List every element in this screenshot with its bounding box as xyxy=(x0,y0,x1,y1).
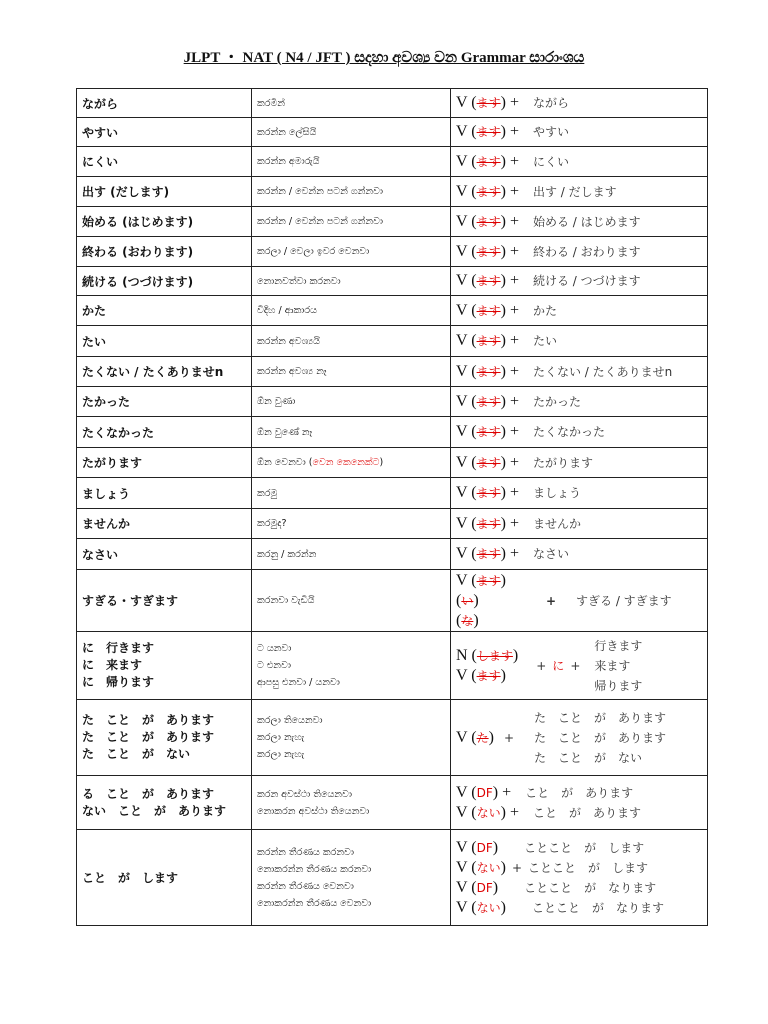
verb-marker: V ( xyxy=(456,666,477,684)
plus-sign: ) + xyxy=(500,332,519,349)
sinhala-meaning xyxy=(252,326,451,357)
pattern-text: 始める (はじめます) xyxy=(82,215,194,229)
sinhala-meaning xyxy=(252,509,451,539)
table-row xyxy=(77,417,708,448)
masu-strike: ます xyxy=(476,96,501,110)
sinhala-meaning xyxy=(252,539,451,570)
suffix-text: ことこと が なります xyxy=(531,900,664,915)
sinhala-meaning xyxy=(252,147,451,177)
paren: ) xyxy=(492,838,499,856)
sinhala-meaning xyxy=(252,478,451,509)
masu-strike: ます xyxy=(476,547,501,561)
grammar-pattern xyxy=(77,357,252,387)
grammar-pattern xyxy=(77,448,252,478)
suffix-text: たくなかった xyxy=(532,425,605,439)
grammar-pattern xyxy=(77,177,252,207)
pattern-text: る こと が あります xyxy=(82,786,215,801)
grammar-pattern xyxy=(77,267,252,296)
verb-marker: V ( xyxy=(456,838,477,856)
masu-strike: ます xyxy=(476,303,501,318)
pattern-text: やすい xyxy=(82,125,119,140)
table-row xyxy=(77,539,708,570)
verb-marker: V ( xyxy=(456,212,477,230)
meaning-text: කරමින් xyxy=(257,97,285,109)
meaning-text: කරන්න / වෙන්න පටන් ගන්නවා xyxy=(257,186,384,197)
suffix-text: たかった xyxy=(532,394,581,409)
meaning-text: කරන අවස්ථා තියෙනවා xyxy=(257,788,352,800)
paren: ) xyxy=(473,591,479,609)
meaning-text: කරමු xyxy=(257,487,278,499)
meaning-text: කරමුද? xyxy=(257,518,287,529)
suffix-text: たくない / たくありませn xyxy=(532,364,673,379)
verb-form: ない xyxy=(476,900,501,915)
table-row xyxy=(77,700,708,776)
meaning-text: කරලා නැහැ xyxy=(257,732,305,743)
pattern-text: ませんか xyxy=(82,517,131,531)
sinhala-meaning xyxy=(252,296,451,326)
pattern-text: た こと が あります xyxy=(82,713,215,727)
suffix-text: すぎる / すぎます xyxy=(576,594,672,608)
grammar-pattern xyxy=(77,417,252,448)
sinhala-meaning xyxy=(252,207,451,237)
plus-sign: ) + xyxy=(500,484,519,501)
meaning-text: කරන්න අවශ්‍යයි xyxy=(257,335,320,347)
verb-marker: V ( xyxy=(456,878,477,896)
plus-sign: ) + xyxy=(492,783,512,801)
meaning-text: කරන්න තීරණය කරනවා xyxy=(257,846,354,858)
pattern-text: に 帰ります xyxy=(82,675,155,689)
masu-strike: ます xyxy=(476,486,501,500)
table-row xyxy=(77,147,708,177)
meaning-text: කරලා නැහැ xyxy=(257,749,305,760)
grammar-pattern xyxy=(77,700,252,776)
meaning-text: කරනු / කරන්න xyxy=(257,548,317,560)
formation xyxy=(451,570,708,632)
sinhala-meaning xyxy=(252,417,451,448)
masu-strike: ます xyxy=(476,334,501,348)
meaning-text: ආපසු එනවා / යනවා xyxy=(257,677,340,688)
meaning-text: ට එනවා xyxy=(257,660,291,671)
meaning-text: ) xyxy=(379,457,384,468)
grammar-pattern xyxy=(77,237,252,267)
suffix-text: ながら xyxy=(532,96,569,110)
formation xyxy=(451,296,708,326)
grammar-pattern xyxy=(77,776,252,830)
pattern-text: かた xyxy=(82,304,107,318)
paren: ( xyxy=(456,611,462,629)
suffix-text: 続ける / つづけます xyxy=(532,274,641,288)
plus-sign: ) + xyxy=(500,362,519,380)
suffix-text: ことこと が します xyxy=(524,840,645,855)
formation xyxy=(451,478,708,509)
table-row xyxy=(77,509,708,539)
table-row xyxy=(77,387,708,417)
plus-sign: ) + xyxy=(500,242,519,260)
sinhala-meaning xyxy=(252,830,451,926)
suffix-text: た こと が ない xyxy=(534,750,643,765)
meaning-text: කරන්න අවශ්‍ය නෑ xyxy=(257,366,327,377)
paren: ) xyxy=(473,611,479,629)
meaning-text: කරන්න අමාරුයි xyxy=(257,156,320,167)
table-row xyxy=(77,118,708,147)
verb-marker: V ( xyxy=(456,453,477,471)
plus-sign: + xyxy=(570,658,581,673)
suffix-text: たがります xyxy=(532,455,593,470)
sinhala-meaning xyxy=(252,776,451,830)
table-row xyxy=(77,776,708,830)
verb-option: 行きます xyxy=(594,638,643,653)
verb-option: 来ます xyxy=(594,658,631,673)
plus-sign: ) + xyxy=(500,123,519,140)
verb-marker: V ( xyxy=(456,94,477,111)
pattern-text: に 来ます xyxy=(82,658,143,672)
plus-sign: ) + xyxy=(500,272,519,289)
formation xyxy=(451,448,708,478)
pattern-text: 続ける (つづけます) xyxy=(82,274,194,289)
paren: ) xyxy=(500,571,506,589)
verb-marker: V ( xyxy=(456,272,477,289)
suffix-text: 始める / はじめます xyxy=(532,214,641,229)
verb-marker: V ( xyxy=(456,545,477,562)
masu-strike: ます xyxy=(476,154,501,169)
formation xyxy=(451,509,708,539)
suffix-text: こと が あります xyxy=(532,805,641,820)
formation xyxy=(451,237,708,267)
grammar-table xyxy=(76,88,708,926)
table-row xyxy=(77,570,708,632)
verb-marker: V ( xyxy=(456,514,477,532)
df-form: DF xyxy=(476,785,493,800)
noun-marker: N ( xyxy=(456,646,477,664)
i-strike: い xyxy=(461,593,474,608)
meaning-text: විදිහ / ආකාරය xyxy=(257,305,317,316)
grammar-pattern xyxy=(77,632,252,700)
formation xyxy=(451,118,708,147)
table-row xyxy=(77,632,708,700)
verb-marker: V ( xyxy=(456,898,477,916)
pattern-text: たい xyxy=(82,334,107,349)
verb-form: DF xyxy=(476,880,493,895)
pattern-text: ない こと が あります xyxy=(82,803,227,818)
pattern-text: に 行きます xyxy=(82,641,155,655)
pattern-text: すぎる・すぎます xyxy=(82,594,179,608)
suffix-text: たい xyxy=(532,334,557,348)
plus-sign: ) + xyxy=(500,152,519,170)
verb-marker: V ( xyxy=(456,362,477,380)
suffix-text: た こと が あります xyxy=(534,710,667,725)
verb-form: DF xyxy=(476,840,493,855)
formation xyxy=(451,830,708,926)
plus-sign: + xyxy=(503,730,514,745)
verb-marker: V ( xyxy=(456,182,477,200)
pattern-text: 出す (だします) xyxy=(82,185,170,199)
verb-option: 帰ります xyxy=(594,678,643,693)
verb-marker: V ( xyxy=(456,858,477,876)
grammar-pattern xyxy=(77,387,252,417)
paren: ) xyxy=(500,898,506,916)
pattern-text: たくない / たくありませn xyxy=(82,365,224,379)
table-row xyxy=(77,177,708,207)
sinhala-meaning xyxy=(252,89,451,118)
verb-marker: V ( xyxy=(456,803,477,821)
table-row xyxy=(77,296,708,326)
grammar-pattern xyxy=(77,509,252,539)
grammar-pattern xyxy=(77,570,252,632)
paren: ) xyxy=(500,858,506,876)
pattern-text: た こと が ない xyxy=(82,747,191,761)
grammar-pattern xyxy=(77,830,252,926)
grammar-pattern xyxy=(77,118,252,147)
table-row xyxy=(77,448,708,478)
sinhala-meaning xyxy=(252,632,451,700)
suffix-text: た こと が あります xyxy=(534,730,667,745)
sinhala-meaning xyxy=(252,357,451,387)
verb-marker: V ( xyxy=(456,728,477,746)
ta-strike: た xyxy=(476,730,489,745)
pattern-text: こと が します xyxy=(82,871,179,885)
meaning-text: නොනවත්වා කරනවා xyxy=(257,275,341,287)
plus-sign: ) + xyxy=(500,392,519,410)
masu-strike: ます xyxy=(476,244,501,259)
formation xyxy=(451,177,708,207)
meaning-text: ඕන වෙනවා ( xyxy=(257,457,313,468)
meaning-text: කරනවා වැඩියි xyxy=(257,595,315,606)
plus-sign: ) + xyxy=(500,212,519,230)
pattern-text: 終わる (おわります) xyxy=(82,245,194,259)
formation xyxy=(451,387,708,417)
sinhala-meaning xyxy=(252,267,451,296)
table-row xyxy=(77,207,708,237)
verb-marker: V ( xyxy=(456,332,477,349)
grammar-pattern xyxy=(77,326,252,357)
suffix-text: ことこと が なります xyxy=(524,880,657,895)
table-row xyxy=(77,89,708,118)
verb-marker: V ( xyxy=(456,392,477,410)
verb-marker: V ( xyxy=(456,423,477,440)
plus-sign: + xyxy=(511,860,522,875)
masu-strike: ます xyxy=(476,516,501,531)
grammar-pattern xyxy=(77,296,252,326)
verb-marker: V ( xyxy=(456,301,477,319)
table-row xyxy=(77,267,708,296)
masu-strike: ます xyxy=(476,184,501,199)
suffix-text: ましょう xyxy=(532,486,581,500)
suffix-text: ませんか xyxy=(532,516,581,531)
verb-marker: V ( xyxy=(456,484,477,501)
masu-strike: ます xyxy=(476,274,501,288)
plus-sign: ) + xyxy=(500,94,519,111)
meaning-text: නොකරන්න තීරණය වෙනවා xyxy=(257,897,372,909)
masu-strike: ます xyxy=(476,668,501,683)
formation xyxy=(451,776,708,830)
na-strike: な xyxy=(461,613,474,628)
sinhala-meaning xyxy=(252,448,451,478)
verb-form: ない xyxy=(476,860,501,875)
meaning-text: ඕන වුණා xyxy=(257,396,296,407)
sinhala-meaning xyxy=(252,570,451,632)
suffix-text: 終わる / おわります xyxy=(532,244,641,259)
meaning-text: ඕන වුණේ නෑ xyxy=(257,426,313,438)
pattern-text: たかった xyxy=(82,395,131,409)
formation xyxy=(451,632,708,700)
formation xyxy=(451,89,708,118)
grammar-pattern xyxy=(77,539,252,570)
nai-form: ない xyxy=(476,805,501,820)
meaning-text: කරන්න ලේසියි xyxy=(257,126,317,138)
masu-strike: ます xyxy=(476,214,501,229)
table-row xyxy=(77,326,708,357)
meaning-text: ට යනවා xyxy=(257,643,292,654)
table-row xyxy=(77,830,708,926)
suffix-text: ことこと が します xyxy=(528,860,649,875)
masu-strike: ます xyxy=(476,364,501,379)
verb-marker: V ( xyxy=(456,242,477,260)
plus-sign: ) + xyxy=(500,514,519,532)
ni-particle: に xyxy=(552,659,565,673)
suffix-text: やすい xyxy=(532,125,569,139)
table-row xyxy=(77,357,708,387)
plus-sign: + xyxy=(536,658,547,673)
formation xyxy=(451,207,708,237)
meaning-text: නොකරන්න තීරණය කරනවා xyxy=(257,863,372,875)
meaning-text: කරලා / වෙලා ඉවර වෙනවා xyxy=(257,246,370,257)
suffix-text: なさい xyxy=(532,547,569,561)
sinhala-meaning xyxy=(252,237,451,267)
pattern-text: なさい xyxy=(82,547,119,562)
masu-strike: ます xyxy=(476,573,501,588)
paren: ) xyxy=(488,728,494,746)
suffix-text: かた xyxy=(532,303,557,318)
pattern-text: ながら xyxy=(82,96,119,111)
masu-strike: ます xyxy=(476,425,501,439)
formation xyxy=(451,267,708,296)
grammar-pattern xyxy=(77,478,252,509)
plus-sign: ) + xyxy=(500,301,519,319)
meaning-text: කරන්න / වෙන්න පටන් ගන්නවා xyxy=(257,216,384,227)
pattern-text: にくい xyxy=(82,155,119,169)
suffix-text: にくい xyxy=(532,154,569,169)
sinhala-meaning xyxy=(252,387,451,417)
pattern-text: ましょう xyxy=(82,486,131,501)
verb-marker: V ( xyxy=(456,152,477,170)
masu-strike: ます xyxy=(476,125,501,139)
paren: ) xyxy=(500,666,506,684)
plus-sign: + xyxy=(545,593,556,608)
formation xyxy=(451,700,708,776)
paren: ( xyxy=(456,591,462,609)
sinhala-meaning xyxy=(252,700,451,776)
suffix-text: こと が あります xyxy=(525,785,634,800)
paren: ) xyxy=(492,878,499,896)
plus-sign: ) + xyxy=(500,423,519,440)
document-title: JLPT ・ NAT ( N4 / JFT ) සදහා අවශ්‍ය වන Grammar සාරාංශය xyxy=(183,50,585,66)
meaning-text: කරන්න තීරණය වෙනවා xyxy=(257,880,354,892)
formation xyxy=(451,357,708,387)
pattern-text: た こと が あります xyxy=(82,730,215,744)
verb-marker: V ( xyxy=(456,123,477,140)
grammar-pattern xyxy=(77,147,252,177)
table-row xyxy=(77,478,708,509)
meaning-text: නොකරන අවස්ථා තියෙනවා xyxy=(257,805,370,817)
grammar-pattern xyxy=(77,207,252,237)
grammar-pattern xyxy=(77,89,252,118)
plus-sign: ) + xyxy=(500,182,519,200)
plus-sign: ) + xyxy=(500,803,519,821)
suffix-text: 出す / だします xyxy=(532,184,617,199)
sinhala-meaning xyxy=(252,177,451,207)
meaning-highlight: වෙන කෙනෙක්ට xyxy=(312,457,380,468)
pattern-text: たくなかった xyxy=(82,425,155,440)
verb-marker: V ( xyxy=(456,783,477,801)
formation xyxy=(451,326,708,357)
shimasu-strike: します xyxy=(476,648,513,663)
table-row xyxy=(77,237,708,267)
paren: ) xyxy=(512,646,519,664)
verb-marker: V ( xyxy=(456,571,477,589)
formation xyxy=(451,539,708,570)
formation xyxy=(451,417,708,448)
meaning-text: කරලා තියෙනවා xyxy=(257,715,323,726)
formation xyxy=(451,147,708,177)
masu-strike: ます xyxy=(476,455,501,470)
plus-sign: ) + xyxy=(500,545,519,562)
pattern-text: たがります xyxy=(82,456,143,470)
plus-sign: ) + xyxy=(500,453,519,471)
sinhala-meaning xyxy=(252,118,451,147)
masu-strike: ます xyxy=(476,394,501,409)
